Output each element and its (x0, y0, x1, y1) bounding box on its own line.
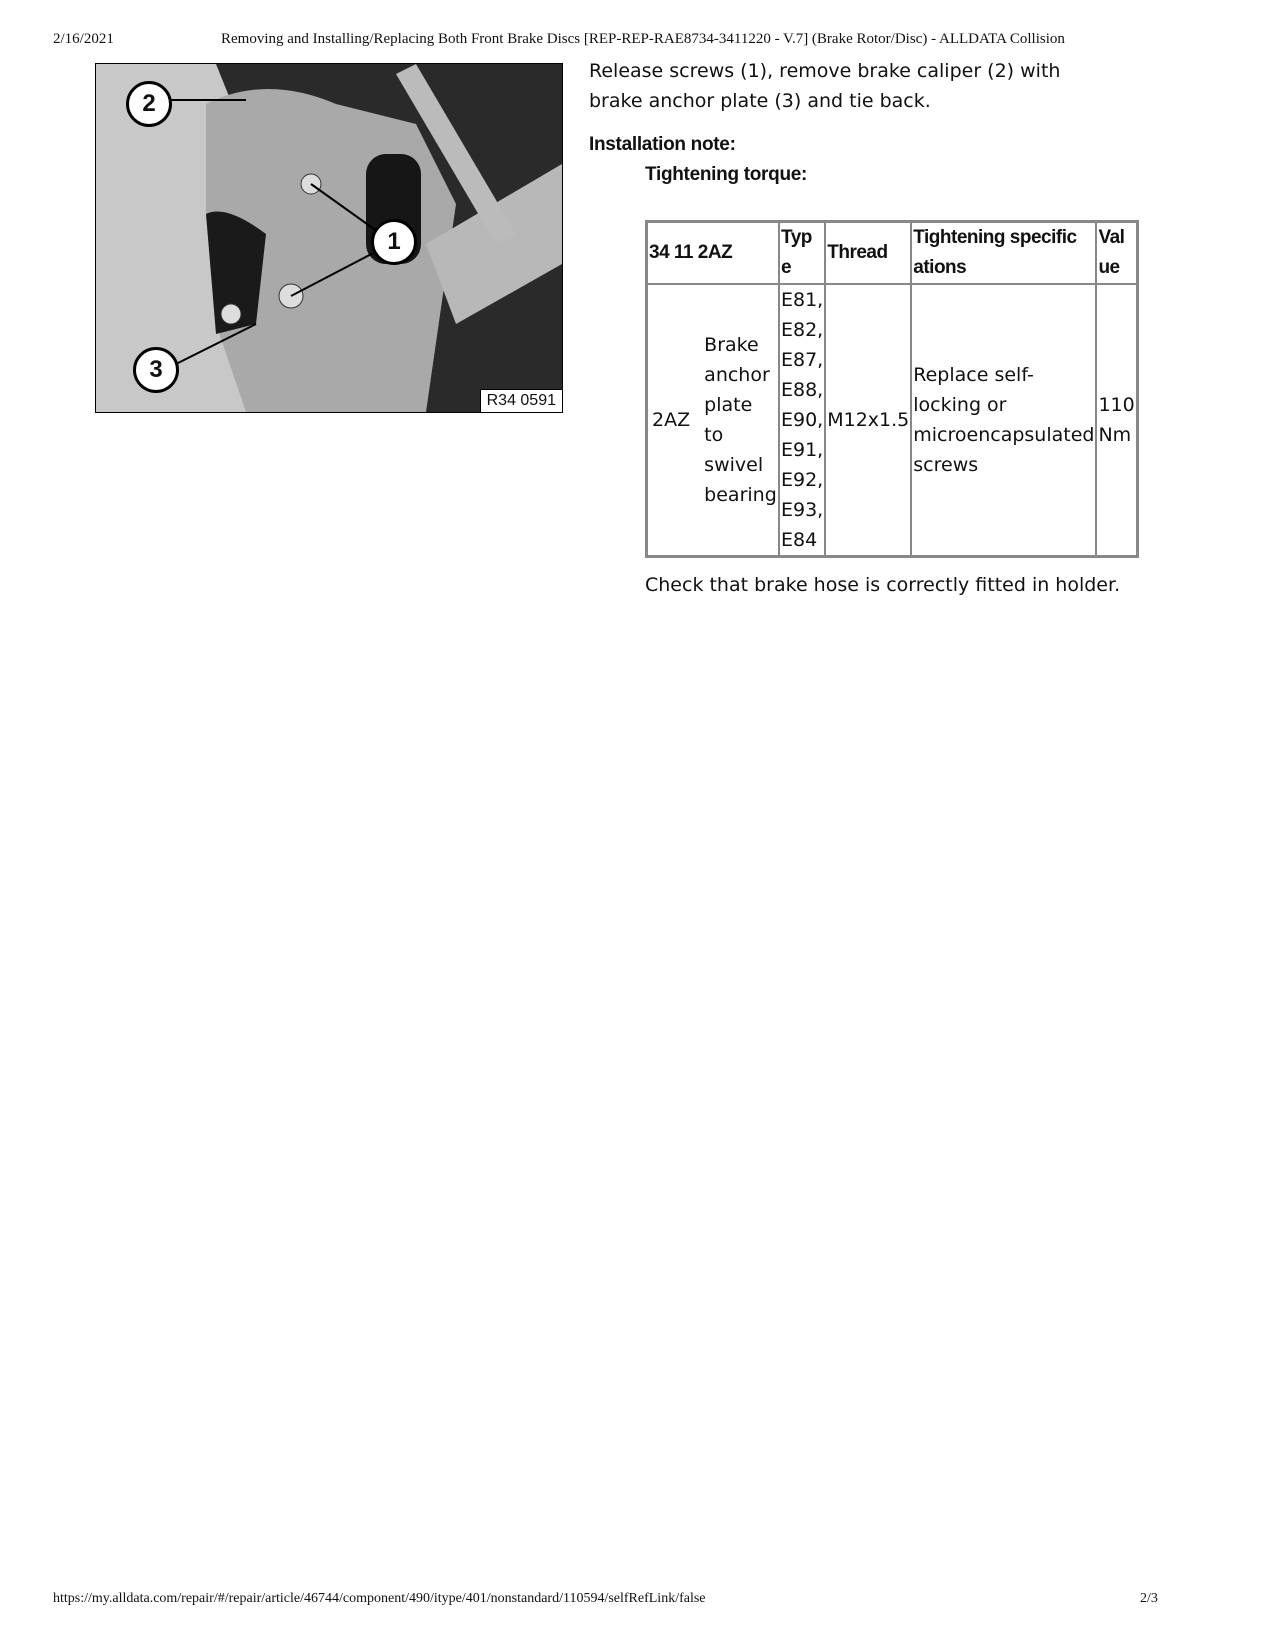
cell-value: 110 Nm (1096, 284, 1137, 557)
cell-description: Brake anchor plate to swivel bearing (703, 284, 779, 557)
callout-3: 3 (133, 347, 179, 393)
cell-types: E81, E82, E87, E88, E90, E91, E92, E93, E84 (779, 284, 825, 557)
tightening-torque-heading: Tightening torque: (645, 164, 808, 185)
header-specification: Tightening specific ations (911, 222, 1096, 285)
table-header-row (647, 222, 1138, 285)
header-thread: Thread (825, 222, 911, 285)
header-type: Typ e (779, 222, 825, 285)
page-title: Removing and Installing/Replacing Both Front Brake Discs [REP-REP-RAE8734-3411220 - V.7] (Brake Rotor/Disc) - ALLDATA Collision (221, 31, 1065, 47)
callout-1: 1 (371, 219, 417, 265)
cell-code: 2AZ (647, 284, 704, 557)
torque-table (645, 220, 1139, 558)
callout-2: 2 (126, 81, 172, 127)
header-value: Val ue (1096, 222, 1137, 285)
table-row (647, 284, 1138, 557)
cell-specification: Replace self-locking or microencapsulated screws (911, 284, 1096, 557)
print-date: 2/16/2021 (53, 31, 114, 47)
footer-url: https://my.alldata.com/repair/#/repair/article/46744/component/490/itype/401/nonstandard/110594/selfRefLink/false (53, 1591, 706, 1606)
brake-assembly-figure (95, 63, 563, 413)
check-note: Check that brake hose is correctly fitted in holder. (645, 574, 1121, 596)
instruction-text: Release screws (1), remove brake caliper (2) with brake anchor plate (3) and tie back. (589, 60, 1061, 112)
header-code: 34 11 2AZ (647, 222, 780, 285)
page-number: 2/3 (1140, 1591, 1158, 1606)
cell-thread: M12x1.5 (825, 284, 911, 557)
figure-code: R34 0591 (480, 389, 562, 412)
installation-note-heading: Installation note: (589, 134, 736, 155)
